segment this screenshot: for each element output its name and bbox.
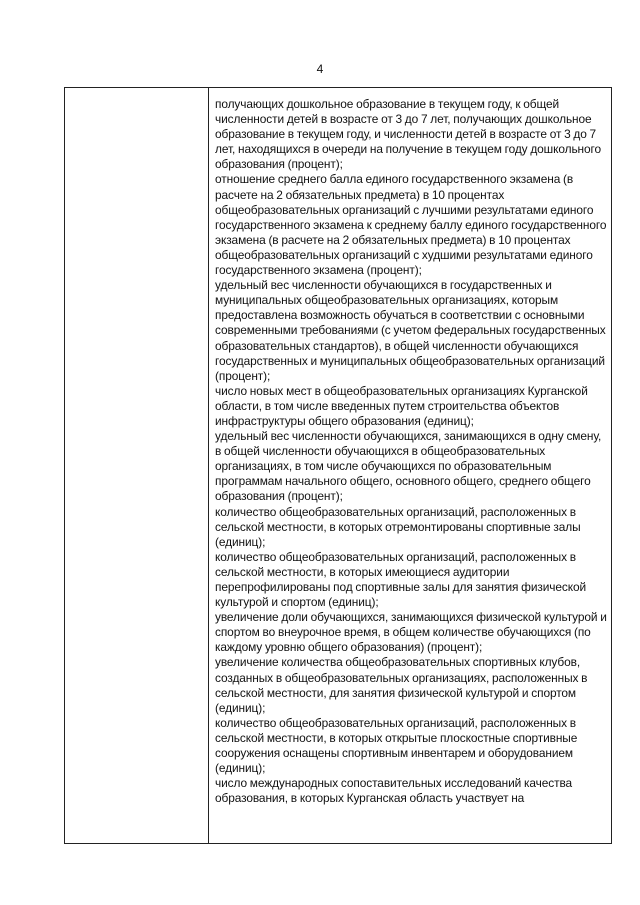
indicator-paragraph: количество общеобразовательных организаций, расположенных в сельской местности, в которых открытые плоскостные спортивные сооружения оснащены спортивным инвентарем и оборудованием (единиц); bbox=[215, 715, 578, 776]
indicator-paragraph: увеличение количества общеобразовательных спортивных клубов, созданных в общеобразовательных организациях, расположенных в сельской местности, для занятия физической культурой и спортом (единиц); bbox=[215, 655, 588, 715]
indicator-paragraph: удельный вес численности обучающихся, занимающихся в одну смену, в общей численности обучающихся в общеобразовательных организациях, в том числе обучающихся по образовательным программам начального общего, основного общего, среднего общего образования (процент); bbox=[215, 429, 602, 504]
indicator-paragraph: число международных сопоставительных исследований качества образования, в которых Курганская область участвует на bbox=[215, 776, 573, 806]
page-number: 4 bbox=[316, 62, 324, 76]
document-table bbox=[64, 87, 612, 844]
table-right-cell bbox=[209, 88, 611, 843]
indicator-paragraph: количество общеобразовательных организаций, расположенных в сельской местности, в которых имеющиеся аудитории перепрофилированы под спортивные залы для занятия физической культурой и спортом (единиц); bbox=[215, 549, 587, 610]
table-left-cell bbox=[65, 88, 209, 843]
indicator-paragraph: число новых мест в общеобразовательных организациях Курганской области, в том числе введенных путем строительства объектов инфраструктуры общего образования (единиц); bbox=[215, 383, 588, 428]
indicator-paragraph: удельный вес численности обучающихся в государственных и муниципальных общеобразовательных организациях, которым предоставлена возможность обучаться в соответствии с основными современными требованиями (с учетом федеральных государственных образовательных стандартов), в общей численности обучающихся государственных и муниципальных общеобразовательных организаций (процент); bbox=[215, 278, 606, 383]
indicator-paragraph: количество общеобразовательных организаций, расположенных в сельской местности, в которых отремонтированы спортивные залы (единиц); bbox=[215, 504, 581, 549]
indicator-paragraph: отношение среднего балла единого государственного экзамена (в расчете на 2 обязательных предмета) в 10 процентах общеобразовательных организаций с лучшими результатами единого государственного экзамена к среднему баллу единого государственного экзамена (в расчете на 2 обязательных предмета) в 10 процентах общеобразовательных организаций с худшими результатами единого государственного экзамена (процент); bbox=[215, 172, 607, 278]
indicator-paragraph: получающих дошкольное образование в текущем году, к общей численности детей в возрасте от 3 до 7 лет, получающих дошкольное образование в текущем году, и численности детей в возрасте от 3 до 7 лет, находящихся в очереди на получение в текущем году дошкольного образования (процент); bbox=[215, 97, 602, 172]
indicator-paragraph: увеличение доли обучающихся, занимающихся физической культурой и спортом во внеурочное время, в общем количестве обучающихся (по каждому уровню общего образования) (процент); bbox=[215, 610, 607, 655]
